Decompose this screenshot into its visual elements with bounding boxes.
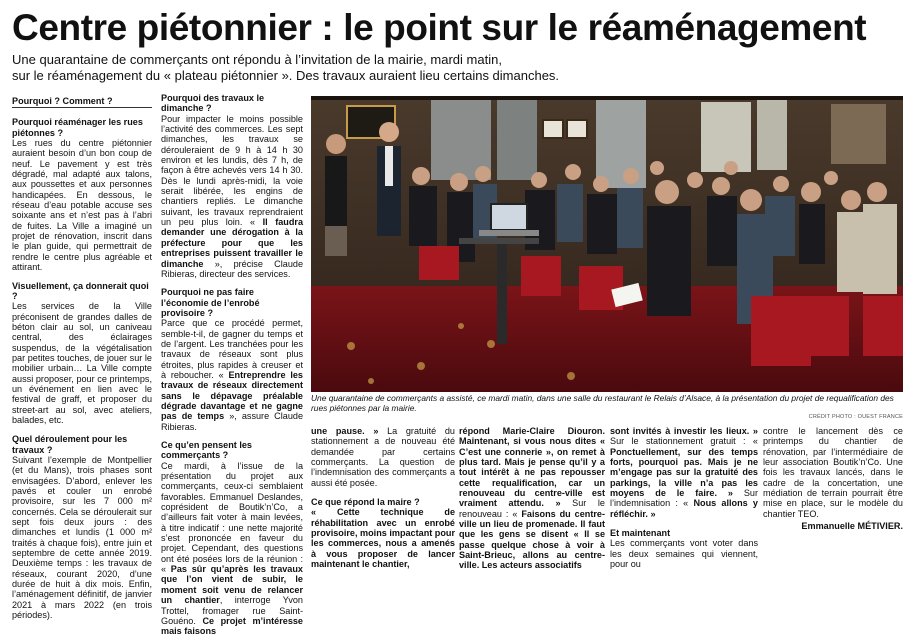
paragraph: Les commerçants vont voter dans les deux semaines qui viennent, pour ou — [610, 538, 758, 570]
text-run: », précise Claude Ribieras, directeur des services. — [161, 258, 303, 279]
article-column-1 — [12, 96, 152, 621]
article-column-6 — [763, 426, 903, 531]
quote-bold: Entreprendre les travaux de réseaux directement sans le dépavage préalable dégrade davantage et ne gagne pas de temps — [161, 369, 303, 422]
question-heading: Pourquoi ne pas faire l’économie de l’enrobé provisoire ? — [161, 287, 260, 318]
question-heading: Visuellement, ça donnerait quoi ? — [12, 280, 149, 301]
text-run: Sur le renouveau : « — [459, 498, 605, 519]
article-column-3 — [311, 426, 455, 569]
paragraph: Les services de la Ville préconisent de grandes dalles de béton clair au sol, un caniveau central, des éclairages suspendus, de la végétalisation par petites touches, de jouer sur le mobilier urbain… La Ville compte aussi proposer, pour ce printemps, un événement en lien avec le festival de graff, et proposer du street-art au sol, avec ateliers, balades, etc. — [12, 301, 152, 425]
text-run: Sur le stationnement gratuit : « — [610, 436, 758, 447]
text-run: Sur l’indemnisation : « — [610, 488, 758, 509]
quote-bold: Il faudra demander une dérogation à la préfecture pour que les entreprises puissent travailler le dimanche — [161, 217, 303, 269]
paragraph: Les rues du centre piétonnier auraient besoin d’un bon coup de neuf. Le pavement y est très dégradé, mal adapté aux talons, aux poussettes et aux personnes handicapées. En dessous, le réseau d’eau potable accuse ses soixante ans et n’est pas à l’abri de fuites. La Ville a imaginé un projet de rénovation, inscrit dans le plan guide, qui permettrait de rendre le centre plus agréable et attirant. — [12, 138, 152, 273]
meeting-photo — [311, 96, 903, 392]
question-heading: Et maintenant — [610, 528, 671, 539]
quote-bold: Ponctuellement, sur des temps forts, pourquoi pas. Mais je ne m’engage pas sur la gratuité des parkings, la ville n’a pas les moyens de le faire. » — [610, 446, 758, 499]
paragraph — [311, 426, 455, 488]
article-column-4 — [459, 426, 605, 571]
paragraph — [161, 318, 303, 432]
text-run: Ce mardi, à l’issue de la présentation du projet aux commerçants, ceux-ci semblaient favorables. Emmanuel Deslandes, coprésident de Boutik’n’Co, a d’ailleurs fait voter à main levées, à titre indicatif : une nette majorité s’est prononcée en faveur du projet. Cependant, des questions ont été posées lors de la réunion : « — [161, 460, 303, 575]
text-run: La gratuité du stationnement a de nouveau été demandée par certains commerçants. La question de l’indemnisation des commerçants a aussi été posée. — [311, 426, 455, 488]
question-heading: Ce qu’en pensent les commerçants ? — [161, 440, 252, 461]
text-run: Pour impacter le moins possible l’activité des commerces. Les sept dimanches, les travaux se dérouleraient de 9 h à 14 h 30 environ et les lundis, dès 7 h, de façon à être achevés vers 14 h 30. Dès le lundi après-midi, la voie serait libérée, les engins de chantiers repliés. Le dimanche suivant, les travaux reprendraient un peu plus loin. « — [161, 113, 303, 228]
question-heading: Pourquoi des travaux le dimanche ? — [161, 93, 265, 114]
article-column-2 — [161, 93, 303, 637]
quote-bold: Nous allons y réfléchir. » — [610, 498, 758, 519]
paragraph — [459, 426, 605, 571]
paragraph — [161, 461, 303, 637]
paragraph: Suivant l’exemple de Montpellier (et du Mans), trois phases sont envisagées. D’abord, enlever les pavés et couler un enrobé provisoire, sur les 7 000 m² concernés. Cela se déroulerait sur sept fois deux jours : des dimanches et lundis (1 000 m² traités à chaque fois), entre juin et septembre de cette année 2019. Deuxième temps : les travaux de réseaux, courant 2020, d’une durée de huit à dix mois. Enfin, l’aménagement définitif, de janvier 2021 à mars 2022 (en trois périodes). — [12, 455, 152, 621]
text-run: , interroge Yvon Trottel, fromager rue Saint-Gouéno. — [161, 595, 303, 626]
paragraph: contre le lancement dès ce printemps du chantier de rénovation, par l’intermédiaire de leur association Boutik’n’Co. Une fois les travaux lancés, dans le cadre de la concertation, une médiation de terrain pourrait être mise en place, sur le modèle du chantier TEO. — [763, 426, 903, 519]
question-heading: Pourquoi réaménager les rues piétonnes ? — [12, 117, 143, 138]
author-signature: Emmanuelle MÉTIVIER. — [801, 521, 903, 532]
photo-credit: CRÉDIT PHOTO : OUEST FRANCE — [808, 414, 903, 420]
text-run: », assure Claude Ribieras. — [161, 411, 304, 432]
quote-bold: Pas sûr qu’après les travaux que l’on vient de subir, le moment soit venu de relancer un chantier — [161, 564, 303, 606]
lede-line-2: sur le réaménagement du « plateau piétonnier ». Des travaux auraient lieu certains dimanches. — [12, 68, 560, 83]
article-column-5 — [610, 426, 758, 569]
question-heading: Quel déroulement pour les travaux ? — [12, 434, 128, 455]
text-run: Parce que ce procédé permet, semble-t-il, de gagner du temps et de l’argent. Les tranchées pour les travaux de réseaux sont plus étroites, plus rapides à creuser et à reboucher. « — [161, 318, 303, 380]
lede-line-1: Une quarantaine de commerçants ont répondu à l’invitation de la mairie, mardi matin, — [12, 52, 502, 67]
headline: Centre piétonnier : le point sur le réaménagement — [12, 7, 867, 48]
quote-bold: Ce projet m’intéresse mais faisons — [161, 615, 303, 637]
paragraph — [610, 426, 758, 519]
quote-bold: sont invités à investir les lieux. » — [610, 426, 758, 436]
quote-bold: une pause. » — [311, 426, 379, 436]
quote-bold: répond Marie-Claire Diouron. Maintenant, si vous nous dites « C’est une connerie », on remet à plus tard. Mais je pense qu’il y a tout intérêt à ne pas repousser cette requalification, car un renouveau du centre-ville est vraiment attendu. » — [459, 426, 605, 509]
rubric-label: Pourquoi ? Comment ? — [12, 96, 152, 108]
quote-bold: Faisons du centre-ville un lieu de promenade. Il faut que les gens se disent « Il se passe quelque chose à voir à Saint-Brieuc, allons au centre-ville. Les acteurs associatifs — [459, 508, 605, 571]
paragraph — [161, 114, 303, 280]
paragraph: « Cette technique de réhabilitation avec un enrobé provisoire, moins impactant pour les commerces, nous a amenés à vous proposer de lancer maintenant le chantier, — [311, 507, 456, 570]
meeting-photo-illustration — [311, 96, 903, 392]
photo-caption: Une quarantaine de commerçants a assisté, ce mardi matin, dans une salle du restaurant le Relais d’Alsace, à la présentation du projet de requalification des rues piétonnes par la mairie. — [311, 393, 894, 413]
lede — [12, 52, 907, 84]
question-heading: Ce que répond la maire ? — [311, 497, 420, 508]
